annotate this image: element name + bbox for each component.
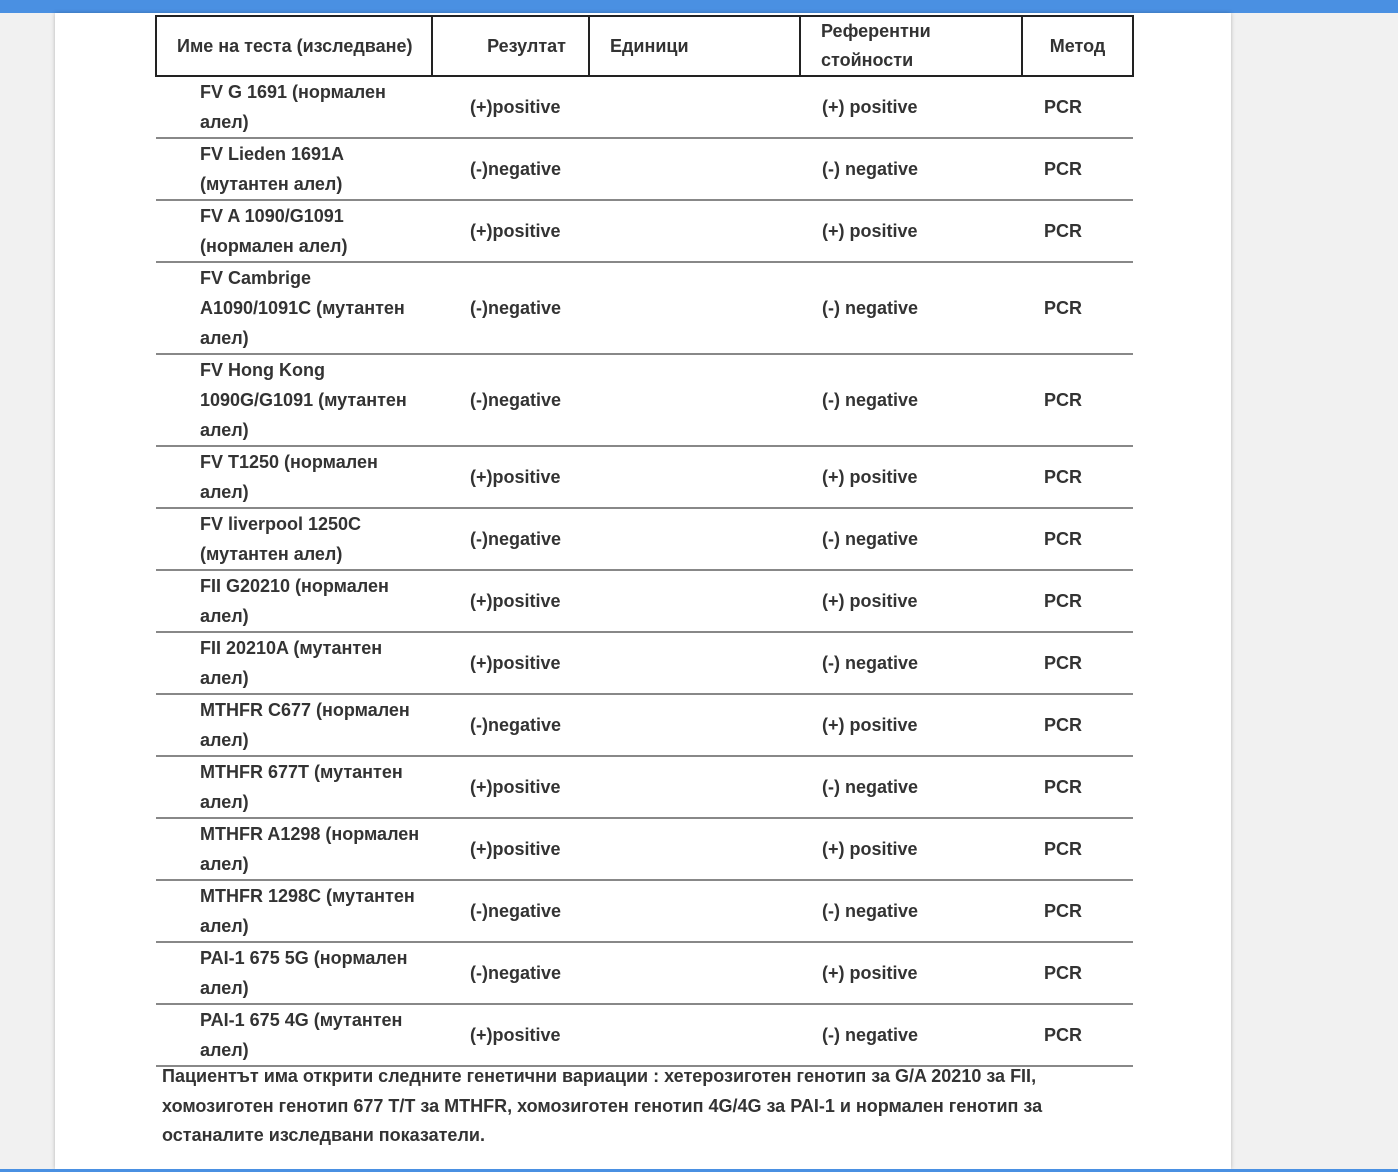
units-cell [589,446,800,508]
reference-cell: (+) positive [800,200,1022,262]
result-cell: (+)positive [432,632,589,694]
result-cell: (-)negative [432,354,589,446]
result-cell: (-)negative [432,694,589,756]
units-cell [589,756,800,818]
header-result: Резултат [432,16,589,76]
result-cell: (-)negative [432,508,589,570]
units-cell [589,138,800,200]
reference-cell: (+) positive [800,570,1022,632]
result-cell: (+)positive [432,570,589,632]
units-cell [589,880,800,942]
table-row [156,262,1133,354]
units-cell [589,76,800,138]
reference-cell: (+) positive [800,818,1022,880]
method-cell: PCR [1022,76,1133,138]
reference-cell: (+) positive [800,446,1022,508]
test-name-cell: FII 20210A (мутантен алел) [156,632,432,694]
method-cell: PCR [1022,818,1133,880]
table-row [156,632,1133,694]
reference-cell: (+) positive [800,942,1022,1004]
units-cell [589,694,800,756]
method-cell: PCR [1022,942,1133,1004]
method-cell: PCR [1022,138,1133,200]
method-cell: PCR [1022,262,1133,354]
test-name-cell: PAI-1 675 4G (мутантен алел) [156,1004,432,1066]
table-row [156,942,1133,1004]
units-cell [589,1004,800,1066]
method-cell: PCR [1022,694,1133,756]
method-cell: PCR [1022,508,1133,570]
table-row [156,818,1133,880]
method-cell: PCR [1022,1004,1133,1066]
document-page [55,13,1231,1169]
results-table [155,15,1134,1067]
units-cell [589,508,800,570]
result-cell: (-)negative [432,138,589,200]
result-cell: (+)positive [432,1004,589,1066]
test-name-cell: FV G 1691 (нормален алел) [156,76,432,138]
test-name-cell: FV Cambrige A1090/1091C (мутантен алел) [156,262,432,354]
result-cell: (+)positive [432,756,589,818]
reference-cell: (+) positive [800,694,1022,756]
test-name-cell: FV liverpool 1250C (мутантен алел) [156,508,432,570]
table-row [156,756,1133,818]
test-name-cell: PAI-1 675 5G (нормален алел) [156,942,432,1004]
table-row [156,200,1133,262]
units-cell [589,262,800,354]
reference-cell: (-) negative [800,1004,1022,1066]
reference-cell: (+) positive [800,76,1022,138]
table-row [156,76,1133,138]
table-row [156,446,1133,508]
test-name-cell: FV Lieden 1691A (мутантен алел) [156,138,432,200]
method-cell: PCR [1022,200,1133,262]
method-cell: PCR [1022,354,1133,446]
result-cell: (+)positive [432,446,589,508]
header-units: Единици [589,16,800,76]
table-row [156,570,1133,632]
method-cell: PCR [1022,756,1133,818]
test-name-cell: FII G20210 (нормален алел) [156,570,432,632]
conclusion-text: Пациентът има открити следните генетични вариации : хетерозиготен генотип за G/A 20210 за FII, хомозиготен генотип 677 T/T за MTHFR, хомозиготен генотип 4G/4G за PAI-1 и нормален генотип за останалите изследвани показатели. [162,1066,1043,1145]
reference-cell: (-) negative [800,138,1022,200]
header-test-name: Име на теста (изследване) [156,16,432,76]
method-cell: PCR [1022,446,1133,508]
result-cell: (+)positive [432,818,589,880]
test-name-cell: MTHFR 677T (мутантен алел) [156,756,432,818]
reference-cell: (-) negative [800,508,1022,570]
header-reference: Референтни стойности [800,16,1022,76]
table-row [156,508,1133,570]
test-name-cell: MTHFR A1298 (нормален алел) [156,818,432,880]
reference-cell: (-) negative [800,354,1022,446]
test-name-cell: FV Hong Kong 1090G/G1091 (мутантен алел) [156,354,432,446]
units-cell [589,632,800,694]
units-cell [589,354,800,446]
reference-cell: (-) negative [800,632,1022,694]
reference-cell: (-) negative [800,262,1022,354]
test-name-cell: MTHFR C677 (нормален алел) [156,694,432,756]
result-cell: (+)positive [432,200,589,262]
test-name-cell: FV A 1090/G1091 (нормален алел) [156,200,432,262]
test-name-cell: MTHFR 1298C (мутантен алел) [156,880,432,942]
table-row [156,880,1133,942]
table-row [156,138,1133,200]
method-cell: PCR [1022,880,1133,942]
units-cell [589,942,800,1004]
units-cell [589,818,800,880]
result-cell: (-)negative [432,942,589,1004]
reference-cell: (-) negative [800,756,1022,818]
method-cell: PCR [1022,570,1133,632]
result-cell: (-)negative [432,262,589,354]
units-cell [589,570,800,632]
table-row [156,1004,1133,1066]
browser-top-bar [0,0,1398,13]
reference-cell: (-) negative [800,880,1022,942]
header-method: Метод [1022,16,1133,76]
units-cell [589,200,800,262]
method-cell: PCR [1022,632,1133,694]
result-cell: (-)negative [432,880,589,942]
result-cell: (+)positive [432,76,589,138]
table-row [156,694,1133,756]
test-name-cell: FV T1250 (нормален алел) [156,446,432,508]
table-row [156,354,1133,446]
table-header-row [156,16,1133,76]
